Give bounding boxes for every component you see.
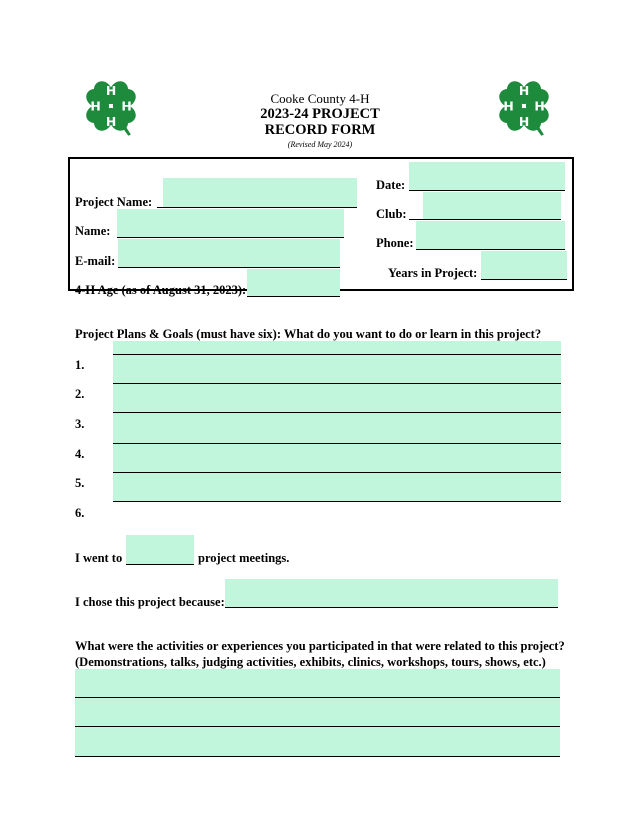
chose-label: I chose this project because: xyxy=(75,595,225,609)
goal-4-field[interactable] xyxy=(113,444,561,472)
age-line xyxy=(247,296,340,297)
goal-line xyxy=(113,443,561,444)
age-label: 4-H Age (as of August 31, 2023): xyxy=(75,283,247,297)
goal-number: 6. xyxy=(75,506,85,520)
years-field[interactable] xyxy=(481,251,567,280)
goal-5-field[interactable] xyxy=(113,473,561,502)
svg-text:H: H xyxy=(105,82,117,98)
activities-field-2[interactable] xyxy=(75,698,560,726)
goal-number: 1. xyxy=(75,358,85,372)
meetings-line xyxy=(126,564,194,565)
goal-number: 3. xyxy=(75,417,85,431)
goal-2-field[interactable] xyxy=(113,384,561,412)
goal-1-field[interactable] xyxy=(113,341,561,383)
activities-field-1[interactable] xyxy=(75,669,560,697)
svg-text:H: H xyxy=(90,98,101,114)
phone-field[interactable] xyxy=(416,221,565,250)
goal-line xyxy=(113,412,561,413)
meetings-label-before: I went to xyxy=(75,551,123,565)
revised-date: (Revised May 2024) xyxy=(287,140,353,149)
activities-field-3[interactable] xyxy=(75,727,560,756)
goal-number: 2. xyxy=(75,387,85,401)
svg-text:H: H xyxy=(121,98,132,114)
meetings-label-after: project meetings. xyxy=(198,551,290,565)
chose-reason-field[interactable] xyxy=(225,579,558,608)
goal-3-field[interactable] xyxy=(113,413,561,443)
date-field[interactable] xyxy=(409,162,565,191)
age-field[interactable] xyxy=(247,269,340,297)
goal-line xyxy=(113,383,561,384)
goal-line xyxy=(113,472,561,473)
project-name-line xyxy=(157,207,357,208)
activities-line xyxy=(75,726,560,727)
goal-line xyxy=(113,354,561,355)
phone-label: Phone: xyxy=(376,236,414,250)
goal-line xyxy=(113,501,561,502)
activities-line xyxy=(75,697,560,698)
years-label: Years in Project: xyxy=(388,266,478,280)
email-line xyxy=(118,267,340,268)
form-title-line2: RECORD FORM xyxy=(264,122,376,138)
name-field[interactable] xyxy=(117,209,344,238)
club-field[interactable] xyxy=(423,192,561,220)
form-title-line1: 2023-24 PROJECT xyxy=(260,106,380,122)
name-label: Name: xyxy=(75,224,111,238)
svg-text:H: H xyxy=(518,82,530,98)
years-line xyxy=(481,279,567,280)
goal-number: 5. xyxy=(75,476,85,490)
meetings-count-field[interactable] xyxy=(126,535,194,565)
project-name-field[interactable] xyxy=(163,178,357,208)
org-name: Cooke County 4-H xyxy=(270,91,370,106)
goals-heading: Project Plans & Goals (must have six): What do you want to do or learn in this project? xyxy=(75,327,542,341)
club-label: Club: xyxy=(376,207,407,221)
email-field[interactable] xyxy=(118,239,340,268)
name-line xyxy=(117,237,344,238)
email-label: E-mail: xyxy=(75,254,116,268)
activities-line xyxy=(75,756,560,757)
date-line xyxy=(409,190,565,191)
svg-text:H: H xyxy=(503,98,514,114)
phone-line xyxy=(416,249,565,250)
activities-heading: What were the activities or experiences you participated in that were related to this project? xyxy=(75,639,565,653)
goal-number: 4. xyxy=(75,447,85,461)
activities-examples: (Demonstrations, talks, judging activities, exhibits, clinics, workshops, tours, shows, etc.) xyxy=(75,655,546,669)
chose-line xyxy=(225,607,558,608)
svg-text:H: H xyxy=(105,113,117,129)
club-line xyxy=(409,219,561,220)
date-label: Date: xyxy=(376,178,406,192)
svg-text:H: H xyxy=(518,113,530,129)
svg-text:H: H xyxy=(534,98,545,114)
project-name-label: Project Name: xyxy=(75,195,153,209)
